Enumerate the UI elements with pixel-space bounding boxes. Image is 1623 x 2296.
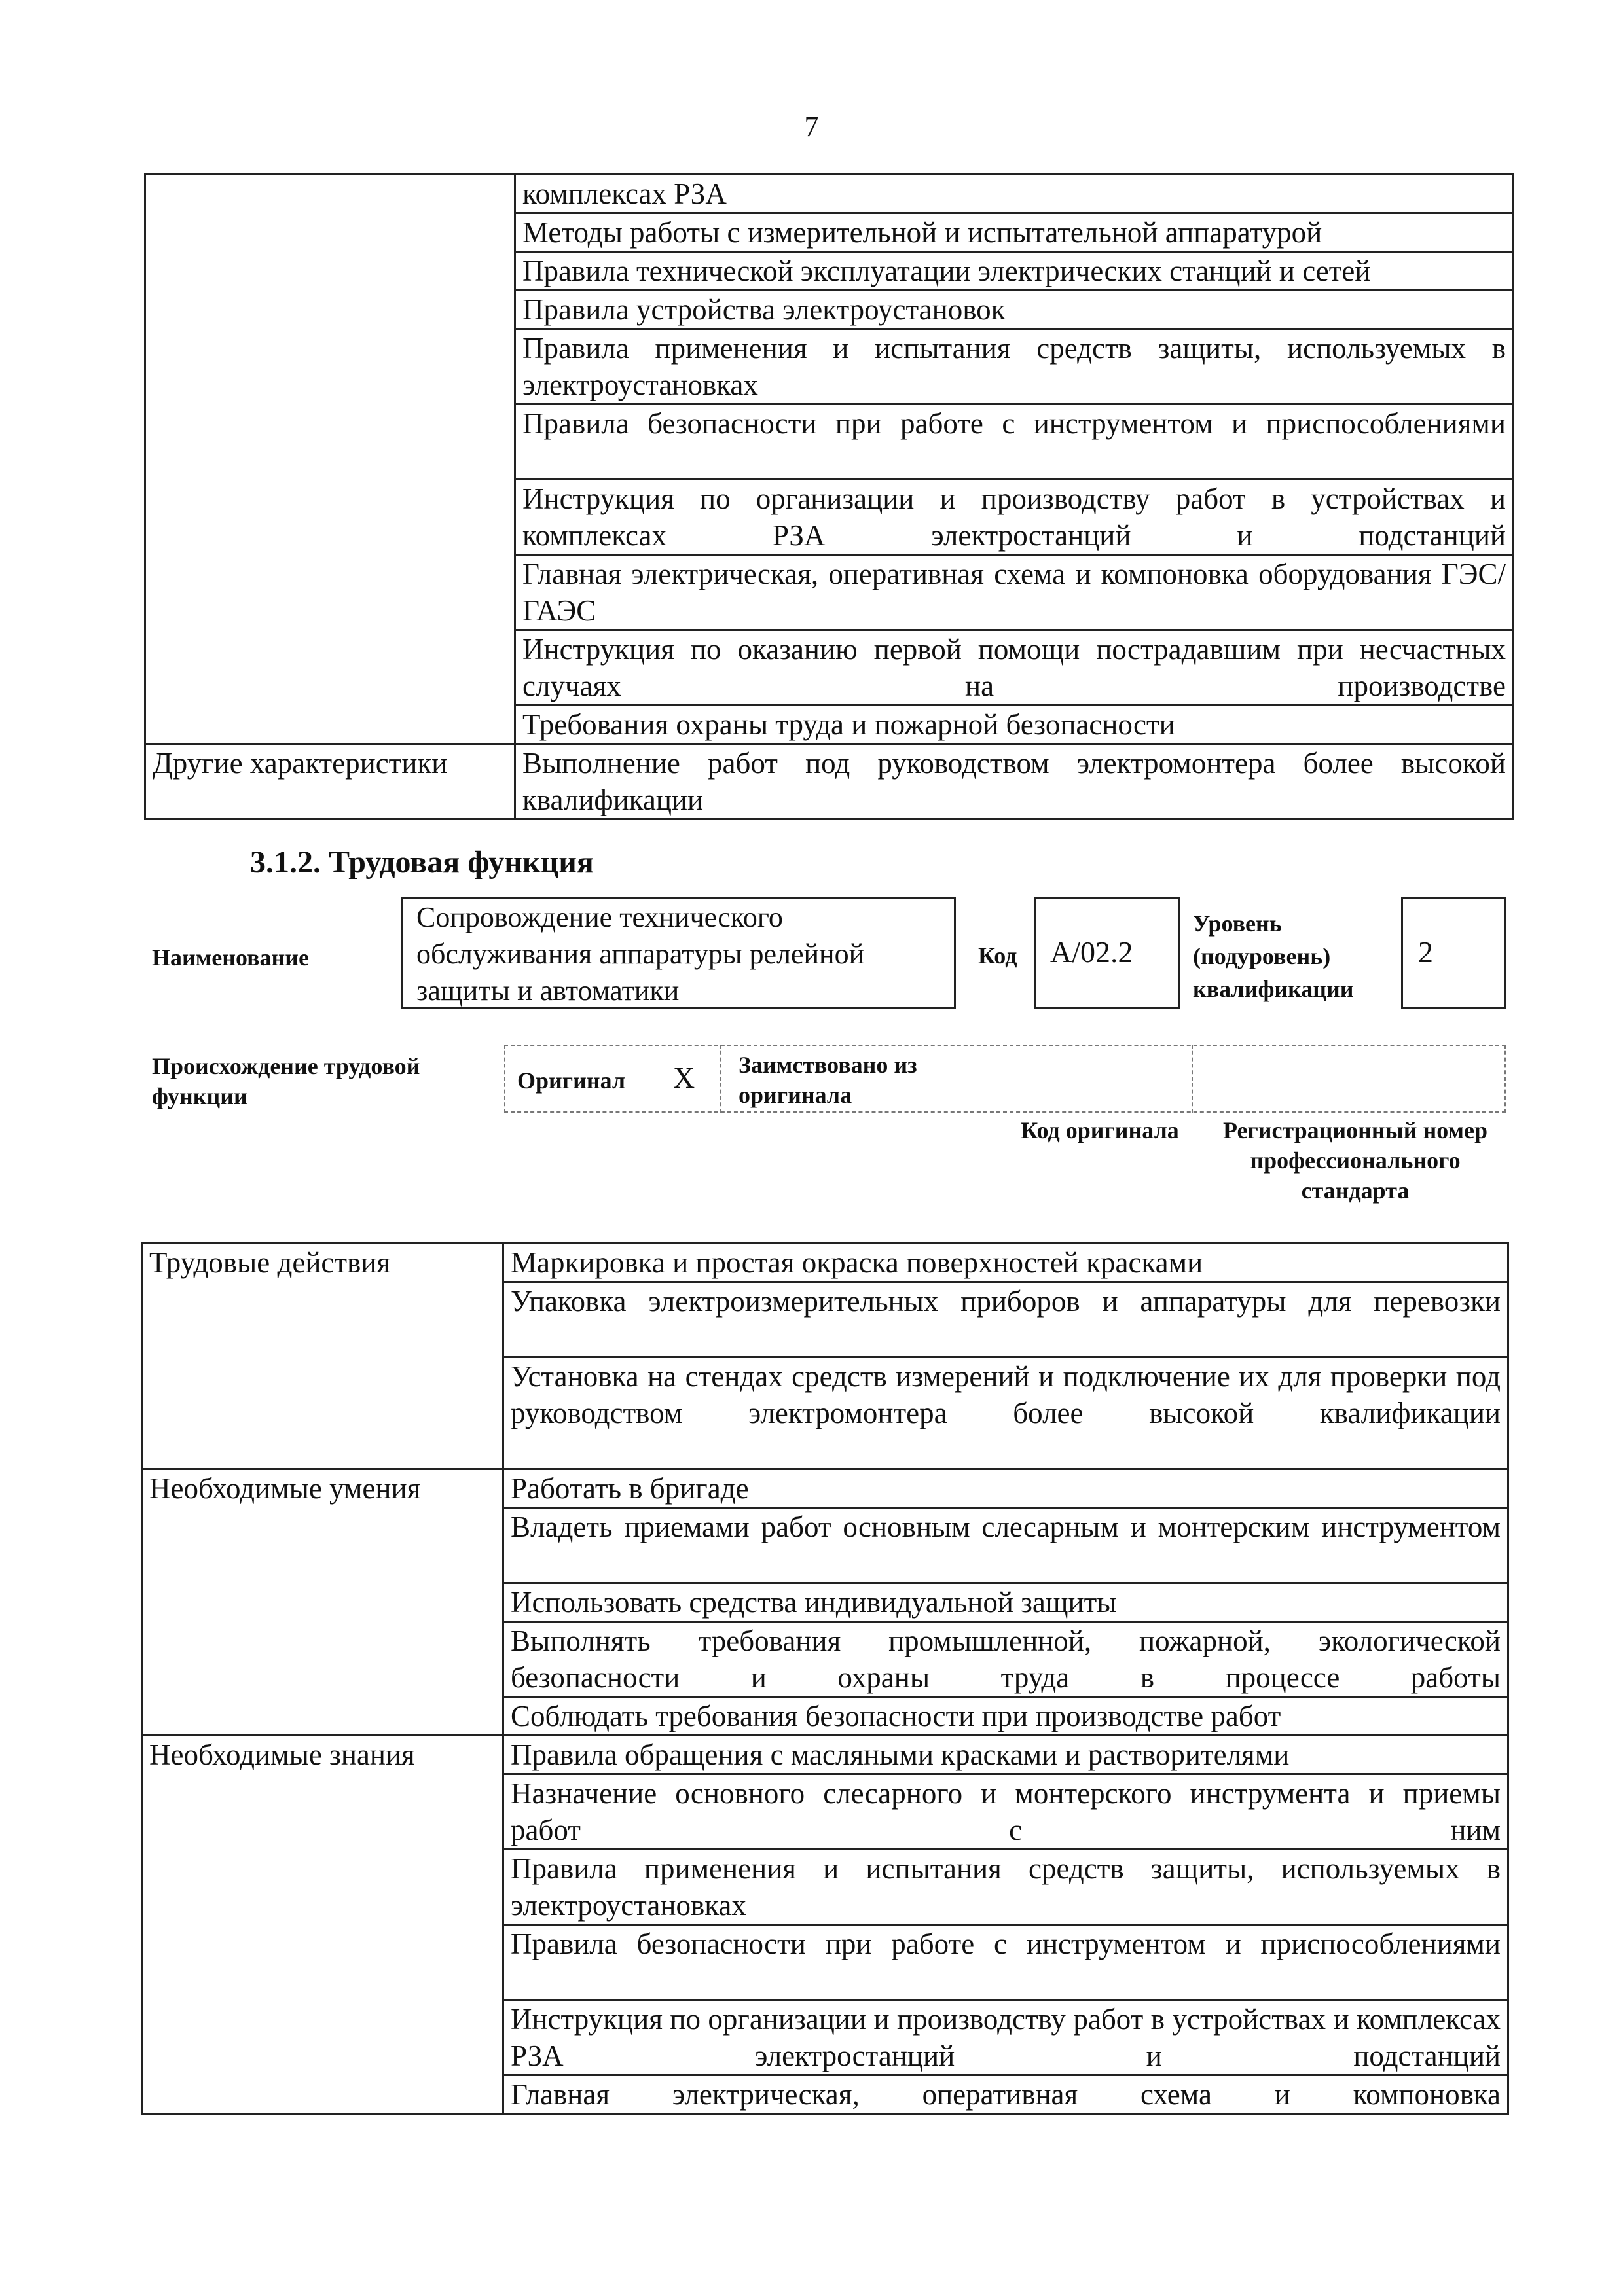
table-cell: Выполнение работ под руководством электромонтера более высокой квалификации [515,744,1514,819]
level-value-box [1401,897,1506,1009]
section-title: 3.1.2. Трудовая функция [250,845,594,880]
table-cell: Назначение основного слесарного и монтерского инструмента и приемы работ с ним [503,1774,1508,1850]
level-label: Уровень (подуровень) квалификации [1193,910,1354,1002]
table-cell: Инструкция по организации и производству работ в устройствах и комплексах РЗА электростанций и подстанций [503,2000,1508,2075]
table-cell: Использовать средства индивидуальной защиты [503,1583,1508,1622]
page-number: 7 [804,111,819,143]
row-label [145,175,515,744]
table-cell: Работать в бригаде [503,1469,1508,1508]
table-cell: Владеть приемами работ основным слесарным и монтерским инструментом [503,1508,1508,1583]
table-cell: Правила обращения с масляными красками и растворителями [503,1736,1508,1774]
level-value: 2 [1418,935,1433,969]
table-cell: Выполнять требования промышленной, пожарной, экологической безопасности и охраны труда в процессе работы [503,1622,1508,1697]
table-row [142,1244,1508,1282]
table-cell: Требования охраны труда и пожарной безопасности [515,706,1514,744]
row-label: Другие характеристики [145,744,515,819]
table-cell: Правила безопасности при работе с инструментом и приспособлениями [515,404,1514,480]
code-label: Код [978,942,1017,969]
code-value: A/02.2 [1050,935,1133,969]
table-cell: Правила безопасности при работе с инструментом и приспособлениями [503,1925,1508,2000]
table-row [145,175,1514,213]
code-original-label: Код оригинала [1021,1117,1179,1143]
table-cell: Главная электрическая, оперативная схема и компоновка [503,2075,1508,2114]
table-cell: Инструкция по организации и производству работ в устройствах и комплексах РЗА электростанций и подстанций [515,480,1514,555]
table-cell: Правила применения и испытания средств защиты, используемых в электроустановках [515,329,1514,404]
table-cell: Правила устройства электроустановок [515,291,1514,329]
table-cell: Инструкция по оказанию первой помощи пострадавшим при несчастных случаях на производстве [515,630,1514,706]
table-cell: Правила применения и испытания средств защиты, используемых в электроустановках [503,1850,1508,1925]
table-cell: Соблюдать требования безопасности при производстве работ [503,1697,1508,1736]
divider [1192,1045,1193,1113]
labor-function-table [141,1242,1509,2115]
table-cell: Упаковка электроизмерительных приборов и аппаратуры для перевозки [503,1282,1508,1357]
table-cell: Установка на стендах средств измерений и подключение их для проверки под руководством электромонтера более высокой квалификации [503,1357,1508,1469]
name-label: Наименование [152,944,309,971]
name-value: Сопровождение технического обслуживания аппаратуры релейной защиты и автоматики [416,901,865,1007]
table-cell: Правила технической эксплуатации электрических станций и сетей [515,252,1514,291]
row-label: Необходимые знания [142,1736,503,2114]
table-cell: комплексах РЗА [515,175,1514,213]
original-label: Оригинал [517,1067,626,1094]
original-mark: X [673,1061,695,1094]
table-row [142,1736,1508,1774]
reg-number-label: Регистрационный номер профессионального стандарта [1222,1117,1488,1204]
origin-label: Происхождение трудовой функции [152,1053,420,1109]
table-row [145,744,1514,819]
row-label: Трудовые действия [142,1244,503,1469]
table-cell: Главная электрическая, оперативная схема и компоновка оборудования ГЭС/ГАЭС [515,555,1514,630]
borrowed-label: Заимствовано из оригинала [739,1052,917,1108]
table-cell: Методы работы с измерительной и испытательной аппаратурой [515,213,1514,252]
knowledge-table-continued [144,173,1514,820]
table-cell: Маркировка и простая окраска поверхностей красками [503,1244,1508,1282]
origin-box [504,1045,1506,1113]
row-label: Необходимые умения [142,1469,503,1736]
table-row [142,1469,1508,1508]
divider [720,1045,721,1113]
